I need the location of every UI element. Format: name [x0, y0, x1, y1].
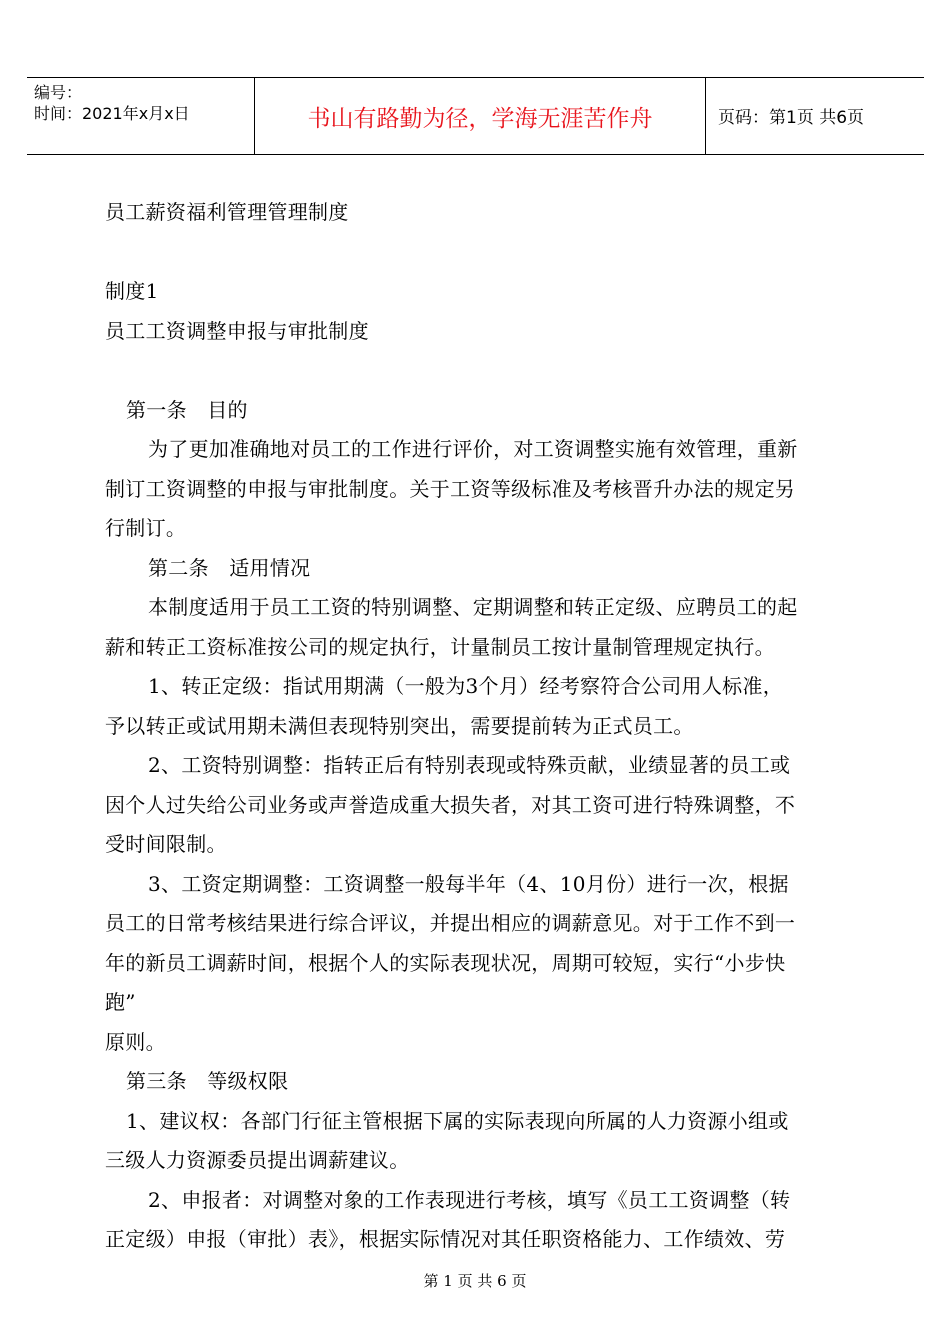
article-heading: 第一条 目的	[126, 398, 248, 422]
header-meta-cell	[27, 78, 254, 154]
document-number-label: 编号：	[34, 83, 83, 102]
paragraph-line: 本制度适用于员工工资的特别调整、定期调整和转正定级、应聘员工的起	[148, 595, 798, 619]
paragraph-line: 跑”	[105, 990, 136, 1014]
paragraph-line: 为了更加准确地对员工的工作进行评价，对工资调整实施有效管理，重新	[148, 437, 798, 461]
paragraph-line: 正定级）申报（审批）表》，根据实际情况对其任职资格能力、工作绩效、劳	[105, 1227, 786, 1251]
section-title: 员工工资调整申报与审批制度	[105, 319, 369, 343]
paragraph-line: 受时间限制。	[105, 832, 227, 856]
article-heading: 第二条 适用情况	[148, 556, 311, 580]
section-label: 制度1	[105, 279, 159, 303]
paragraph-line: 原则。	[105, 1030, 166, 1054]
document-title: 员工薪资福利管理管理制度	[105, 200, 349, 224]
document-header	[27, 77, 924, 155]
header-page-cell	[706, 78, 924, 154]
paragraph-line: 1、转正定级：指试用期满（一般为3个月）经考察符合公司用人标准，	[148, 674, 784, 698]
paragraph-line: 2、申报者：对调整对象的工作表现进行考核，填写《员工工资调整（转	[148, 1188, 791, 1212]
paragraph-line: 1、建议权：各部门行征主管根据下属的实际表现向所属的人力资源小组或	[126, 1109, 789, 1133]
paragraph-line: 予以转正或试用期未满但表现特别突出，需要提前转为正式员工。	[105, 714, 694, 738]
header-motto: 书山有路勤为径，学海无涯苦作舟	[307, 106, 653, 132]
paragraph-line: 员工的日常考核结果进行综合评议，并提出相应的调薪意见。对于工作不到一	[105, 911, 796, 935]
paragraph-line: 行制订。	[105, 516, 187, 540]
article-heading: 第三条 等级权限	[126, 1069, 289, 1093]
paragraph-line: 薪和转正工资标准按公司的规定执行，计量制员工按计量制管理规定执行。	[105, 635, 775, 659]
header-page-info: 页码：第1页 共6页	[718, 108, 865, 128]
paragraph-line: 2、工资特别调整：指转正后有特别表现或特殊贡献，业绩显著的员工或	[148, 753, 791, 777]
paragraph-line: 年的新员工调薪时间，根据个人的实际表现状况，周期可较短，实行“小步快	[105, 951, 786, 975]
paragraph-line: 因个人过失给公司业务或声誉造成重大损失者，对其工资可进行特殊调整，不	[105, 793, 796, 817]
document-time-label: 时间：2021年x月x日	[34, 104, 190, 123]
paragraph-line: 三级人力资源委员提出调薪建议。	[105, 1148, 410, 1172]
page-footer: 第 1 页 共 6 页	[423, 1272, 527, 1290]
paragraph-line: 3、工资定期调整：工资调整一般每半年（4、10月份）进行一次，根据	[148, 872, 789, 896]
header-motto-cell	[254, 78, 706, 154]
paragraph-line: 制订工资调整的申报与审批制度。关于工资等级标准及考核晋升办法的规定另	[105, 477, 796, 501]
